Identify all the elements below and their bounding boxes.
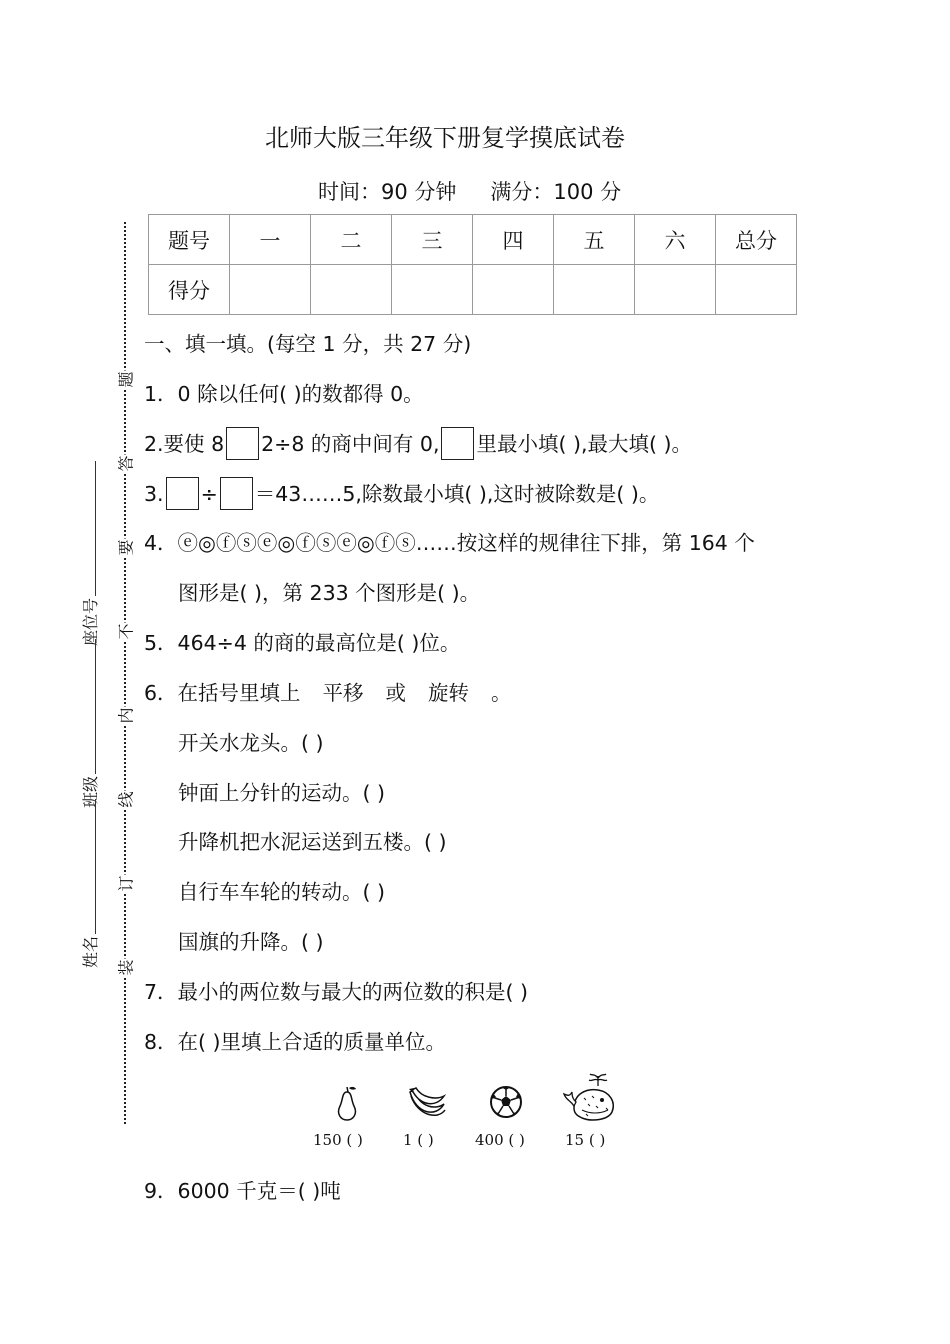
q8-caption: 1 ( ) [403,1131,434,1149]
question-8: 8．在( )里填上合适的质量单位。 [144,1030,447,1054]
question-6-heading [144,676,512,706]
question-7: 7．最小的两位数与最大的两位数的积是( ) [144,980,529,1004]
answer-box[interactable] [226,427,259,460]
class-underline [95,639,96,774]
page-title: 北师大版三年级下册复学摸底试卷 [265,124,625,152]
score-table [148,214,797,315]
score-header-cell: 一 [230,215,311,265]
binding-char: 订 [114,875,137,893]
pear-icon [334,1084,360,1122]
class-field[interactable] [78,639,101,808]
q3-text-c: ＝43……5,除数最小填( ),这时被除数是( )。 [254,482,660,506]
seat-number-underline [95,461,96,596]
q8-caption: 150 ( ) [313,1131,363,1149]
score-cell[interactable] [554,265,635,315]
answer-box[interactable] [220,477,253,510]
score-label-cell: 得分 [149,265,230,315]
q2-text-a: 2.要使 8 [144,432,225,456]
soccer-ball-icon [489,1085,523,1119]
name-label: 姓名 [81,935,100,968]
binding-char: 线 [114,791,137,809]
q6-option-translate: 平移 [322,681,364,705]
binding-char: 不 [114,623,137,641]
exam-time: 时间：90 分钟 [318,180,457,204]
score-header-cell: 四 [473,215,554,265]
q6-item: 自行车车轮的转动。( ) [178,880,386,904]
score-cell[interactable] [716,265,797,315]
q6-item: 开关水龙头。( ) [178,731,324,755]
q6-or: 或 [385,681,407,705]
class-label: 班级 [81,775,100,808]
answer-box[interactable] [166,477,199,510]
seat-number-label: 座位号 [81,597,100,646]
score-cell[interactable] [473,265,554,315]
binding-char: 装 [114,959,137,977]
question-3 [144,477,659,510]
score-header-cell: 总分 [716,215,797,265]
binding-char: 要 [114,539,137,557]
score-header-cell: 三 [392,215,473,265]
section-heading: 一、填一填。(每空 1 分，共 27 分) [144,332,472,356]
question-2 [144,427,692,460]
question-4-line-2: 图形是( )，第 233 个图形是( )。 [178,581,481,605]
binding-dotted-line [124,222,126,1124]
q3-text-a: 3. [144,482,164,506]
score-cell[interactable] [635,265,716,315]
q6-text: 6．在括号里填上 [144,681,301,705]
binding-char: 答 [114,455,137,473]
q8-caption: 400 ( ) [475,1131,525,1149]
name-underline [95,799,96,934]
score-table-score-row [149,265,797,315]
exam-meta [318,176,621,206]
exam-full-score: 满分：100 分 [490,180,622,204]
question-9: 9．6000 千克＝( )吨 [144,1179,341,1203]
whale-icon [562,1070,620,1124]
score-cell[interactable] [392,265,473,315]
q2-text-b: 2÷8 的商中间有 0, [261,432,440,456]
name-field[interactable] [78,799,101,968]
score-cell[interactable] [311,265,392,315]
binding-char: 内 [114,707,137,725]
q6-item: 升降机把水泥运送到五楼。( ) [178,830,447,854]
score-header-cell: 五 [554,215,635,265]
binding-char: 题 [114,371,137,389]
q6-item: 国旗的升降。( ) [178,930,324,954]
answer-box[interactable] [441,427,474,460]
score-table-header-row [149,215,797,265]
score-cell[interactable] [230,265,311,315]
seat-number-field[interactable] [78,461,101,646]
bananas-icon [406,1086,448,1122]
question-5: 5．464÷4 的商的最高位是( )位。 [144,631,461,655]
q2-text-c: 里最小填( ),最大填( )。 [476,432,693,456]
score-header-cell: 六 [635,215,716,265]
score-header-cell: 二 [311,215,392,265]
q6-item: 钟面上分针的运动。( ) [178,781,386,805]
question-1: 1．0 除以任何( )的数都得 0。 [144,382,424,406]
q8-caption: 15 ( ) [565,1131,606,1149]
q6-option-rotate: 旋转 [428,681,470,705]
q6-end: 。 [491,681,512,705]
question-4-line-1: 4．ⓔ◎ⓕⓢⓔ◎ⓕⓢⓔ◎ⓕⓢ……按这样的规律往下排，第 164 个 [144,531,755,555]
score-header-cell: 题号 [149,215,230,265]
q3-text-b: ÷ [200,482,218,506]
